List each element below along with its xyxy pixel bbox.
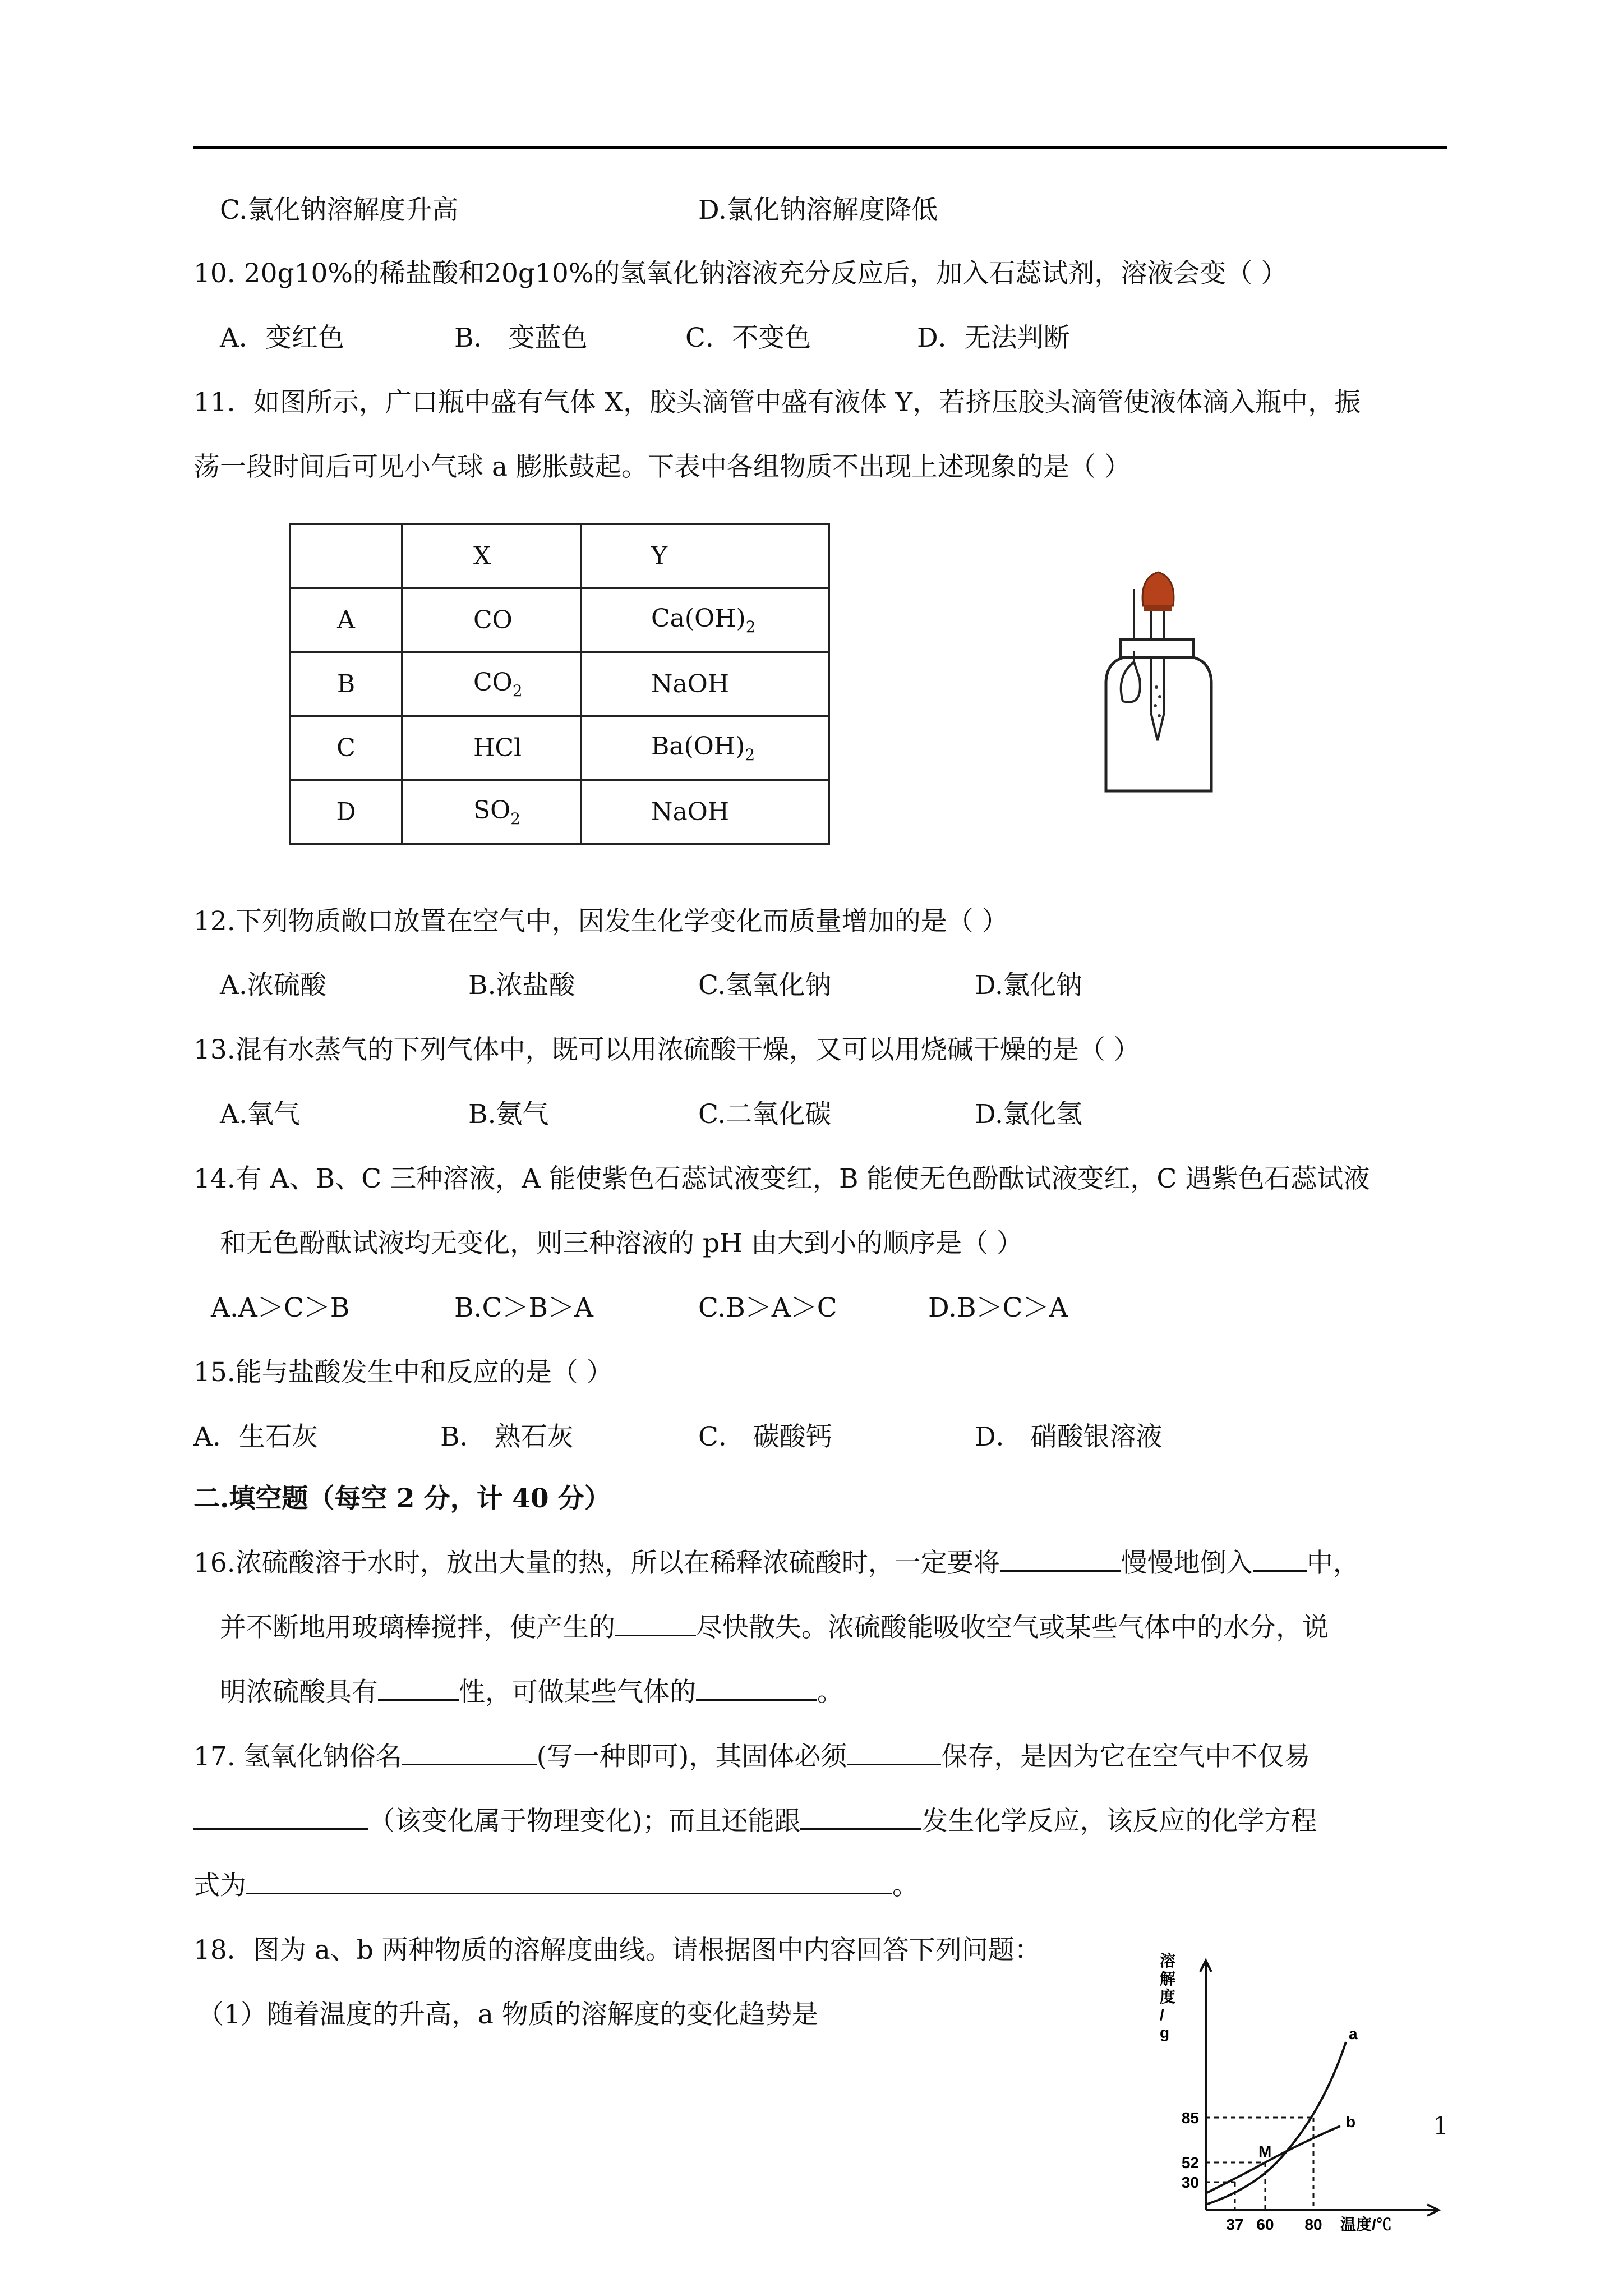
question-text: （该变化属于物理变化)；而且还能跟 发生化学反应，该反应的化学方程 (193, 1805, 1317, 1838)
y-axis-label: 解 (1160, 1970, 1176, 1987)
dropper-bottle-illustration (1099, 567, 1223, 802)
y-axis-label: / (1160, 2006, 1164, 2023)
section-heading: 二.填空题（每空 2 分，计 40 分） (193, 1483, 611, 1514)
x-tick-label: 60 (1256, 2216, 1274, 2233)
cell-y: $Ca(OH)_2$ (581, 588, 829, 652)
table-row (291, 652, 829, 716)
curve-a-label: a (1349, 2025, 1358, 2042)
page-number: 1 (1433, 2112, 1449, 2141)
cell-x: CO (402, 588, 581, 652)
question-text: （1）随着温度的升高，a 物质的溶解度的变化趋势是 (197, 1999, 818, 2030)
curve-b (1206, 2126, 1340, 2193)
option-text: C.二氧化碳 (698, 1099, 832, 1130)
option-text: D.氯化钠溶解度降低 (698, 195, 938, 226)
table-header-cell: Y (581, 524, 829, 588)
question-text: 并不断地用玻璃棒搅拌，使产生的 尽快散失。浓硫酸能吸收空气或某些气体中的水分，说 (220, 1612, 1329, 1643)
question-text: 15.能与盐酸发生中和反应的是（ ） (193, 1357, 613, 1388)
question-text: 17. 氢氧化钠俗名 (写一种即可)，其固体必须 保存，是因为它在空气中不仅易 (193, 1741, 1311, 1772)
question-text: 明浓硫酸具有 性，可做某些气体的 。 (220, 1677, 843, 1708)
y-tick-label: 85 (1181, 2109, 1199, 2127)
row-label: B (291, 652, 402, 716)
option-text: B． 熟石灰 (440, 1421, 574, 1452)
question-text: 10. 20g10%的稀盐酸和20g10%的氢氧化钠溶液充分反应后，加入石蕊试剂，溶液会变（ ） (193, 258, 1288, 289)
option-text: A.A＞C＞B (211, 1292, 350, 1323)
table-row (291, 588, 829, 652)
option-text: A.氧气 (220, 1099, 300, 1130)
question-text: 12.下列物质敞口放置在空气中，因发生化学变化而质量增加的是（ ） (193, 906, 1008, 937)
question-text: 13.混有水蒸气的下列气体中，既可以用浓硫酸干燥，又可以用烧碱干燥的是（ ） (193, 1034, 1140, 1065)
answer-blank[interactable] (800, 1808, 921, 1830)
answer-blank[interactable] (847, 1743, 941, 1765)
option-text: C． 碳酸钙 (698, 1421, 832, 1452)
row-label: A (291, 588, 402, 652)
option-text: D． 硝酸银溶液 (975, 1421, 1163, 1452)
y-axis-label: 度 (1160, 1988, 1176, 2005)
point-m-label: M (1258, 2143, 1272, 2160)
reagent-table (289, 523, 830, 845)
header-rule (193, 146, 1447, 149)
answer-blank[interactable] (193, 1808, 368, 1830)
answer-blank[interactable] (402, 1743, 537, 1765)
question-text: 荡一段时间后可见小气球 a 膨胀鼓起。下表中各组物质不出现上述现象的是（ ） (193, 452, 1131, 482)
option-text: B． 变蓝色 (454, 323, 588, 353)
curve-b-label: b (1346, 2113, 1356, 2131)
answer-blank[interactable] (1000, 1550, 1121, 1572)
table-row (291, 716, 829, 780)
x-axis-label: 温度/℃ (1340, 2216, 1392, 2233)
row-label: C (291, 716, 402, 780)
solubility-curve-graph (1155, 1947, 1447, 2238)
option-text: D.氯化氢 (975, 1099, 1082, 1130)
option-text: A.浓硫酸 (220, 970, 326, 1001)
x-tick-label: 37 (1226, 2216, 1244, 2233)
option-text: D．无法判断 (917, 323, 1070, 353)
option-text: B.浓盐酸 (468, 970, 575, 1001)
answer-blank[interactable] (1253, 1550, 1307, 1572)
option-text: C.B＞A＞C (698, 1292, 837, 1323)
y-axis-label: g (1160, 2024, 1170, 2041)
cell-x: HCl (402, 716, 581, 780)
cell-y: NaOH (581, 780, 829, 844)
y-tick-label: 30 (1181, 2174, 1199, 2191)
answer-blank[interactable] (378, 1679, 459, 1701)
option-text: A．生石灰 (193, 1421, 318, 1452)
answer-blank[interactable] (615, 1614, 696, 1636)
question-text: 16.浓硫酸溶于水时，放出大量的热，所以在稀释浓硫酸时，一定要将 慢慢地倒入 中， (193, 1548, 1359, 1579)
question-text: 和无色酚酞试液均无变化，则三种溶液的 pH 由大到小的顺序是（ ） (220, 1228, 1023, 1259)
table-header-cell (291, 524, 402, 588)
cell-y: NaOH (581, 652, 829, 716)
y-axis-label: 溶 (1160, 1952, 1176, 1970)
question-text: 14.有 A、B、C 三种溶液，A 能使紫色石蕊试液变红，B 能使无色酚酞试液变红，C 遇紫色石蕊试液 (193, 1163, 1370, 1194)
table-header-cell: X (402, 524, 581, 588)
x-tick-label: 80 (1304, 2216, 1322, 2233)
answer-blank[interactable] (696, 1679, 817, 1701)
option-text: C.氯化钠溶解度升高 (220, 195, 459, 226)
answer-blank[interactable] (246, 1872, 892, 1894)
cell-x: $CO_2$ (402, 652, 581, 716)
question-text: 18．图为 a、b 两种物质的溶解度曲线。请根据图中内容回答下列问题： (193, 1935, 1041, 1966)
question-text: 式为 。 (193, 1870, 919, 1901)
option-text: B.氨气 (468, 1099, 549, 1130)
row-label: D (291, 780, 402, 844)
option-text: D.氯化钠 (975, 970, 1082, 1001)
option-text: C.氢氧化钠 (698, 970, 832, 1001)
option-text: C．不变色 (685, 323, 811, 353)
option-text: D.B＞C＞A (928, 1292, 1068, 1323)
question-text: 11．如图所示，广口瓶中盛有气体 X，胶头滴管中盛有液体 Y，若挤压胶头滴管使液体滴入瓶中，振 (193, 387, 1361, 418)
cell-y: $Ba(OH)_2$ (581, 716, 829, 780)
table-row (291, 780, 829, 844)
table-header-row (291, 524, 829, 588)
y-tick-label: 52 (1181, 2154, 1199, 2171)
option-text: A．变红色 (220, 323, 344, 353)
cell-x: $SO_2$ (402, 780, 581, 844)
option-text: B.C＞B＞A (454, 1292, 593, 1323)
curve-a (1206, 2042, 1346, 2205)
